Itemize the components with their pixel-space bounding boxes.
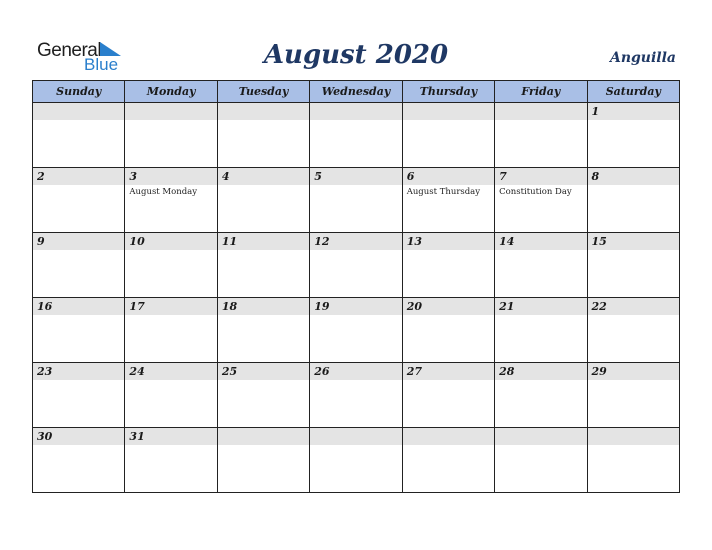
day-cell-header (403, 103, 494, 120)
day-cell-header (125, 233, 216, 250)
day-number: 26 (314, 365, 330, 378)
day-cell (310, 363, 402, 428)
day-cell-header (495, 298, 586, 315)
day-number: 23 (37, 365, 53, 378)
day-cell-header (125, 298, 216, 315)
day-number: 18 (221, 300, 238, 313)
day-number: 24 (129, 365, 145, 378)
day-cell-header (588, 428, 679, 445)
day-cell-header (218, 168, 309, 185)
day-cell-header (403, 298, 494, 315)
week-row (33, 103, 680, 168)
day-number: 13 (406, 235, 422, 248)
day-cell (125, 298, 217, 363)
day-cell-header (403, 363, 494, 380)
day-cell (217, 428, 309, 493)
day-cell-header (310, 168, 401, 185)
day-number: 14 (499, 235, 515, 248)
holiday-label: Constitution Day (499, 187, 572, 197)
day-cell-header (125, 103, 216, 120)
day-cell (33, 103, 125, 168)
day-cell (217, 363, 309, 428)
logo-text-blue: Blue (84, 55, 119, 74)
day-number: 16 (37, 300, 53, 313)
day-number: 1 (591, 105, 600, 118)
day-cell (495, 233, 587, 298)
week-row (33, 233, 680, 298)
day-cell-header (495, 363, 586, 380)
day-cell (402, 168, 494, 233)
day-cell-header (403, 233, 494, 250)
day-number: 12 (314, 235, 330, 248)
day-cell (217, 168, 309, 233)
day-cell (495, 103, 587, 168)
weekday-tuesday: Tuesday (217, 81, 309, 103)
week-row (33, 428, 680, 493)
day-cell-header (33, 233, 124, 250)
weekday-header-row (33, 81, 680, 103)
day-number: 30 (37, 430, 53, 443)
day-cell-header (495, 428, 586, 445)
day-number: 31 (129, 430, 145, 443)
day-cell (495, 298, 587, 363)
country-name: Anguilla (609, 50, 676, 66)
day-cell (33, 233, 125, 298)
day-cell-header (588, 363, 679, 380)
day-cell (587, 168, 679, 233)
day-number: 7 (499, 170, 507, 183)
day-cell (125, 168, 217, 233)
week-row (33, 298, 680, 363)
day-number: 27 (406, 365, 422, 378)
day-number: 20 (406, 300, 422, 313)
logo-text-general: General (37, 40, 102, 61)
day-number: 15 (591, 235, 607, 248)
day-cell-header (125, 428, 216, 445)
day-number: 11 (221, 235, 238, 248)
day-cell (587, 298, 679, 363)
day-cell-header (403, 168, 494, 185)
day-cell-header (495, 103, 586, 120)
week-row (33, 363, 680, 428)
weekday-thursday: Thursday (402, 81, 494, 103)
day-cell-header (588, 103, 679, 120)
day-number: 2 (37, 170, 45, 183)
day-cell-header (33, 168, 124, 185)
day-number: 21 (499, 300, 515, 313)
day-cell (33, 168, 125, 233)
day-cell (587, 233, 679, 298)
day-cell-header (588, 168, 679, 185)
day-cell (33, 363, 125, 428)
day-cell-header (125, 168, 216, 185)
day-cell (217, 298, 309, 363)
week-row (33, 168, 680, 233)
day-cell (217, 233, 309, 298)
weekday-wednesday: Wednesday (310, 81, 402, 103)
day-number: 17 (129, 300, 145, 313)
day-cell-header (33, 428, 124, 445)
day-number: 19 (314, 300, 330, 313)
day-number: 22 (591, 300, 607, 313)
day-cell (310, 103, 402, 168)
day-cell-header (218, 428, 309, 445)
day-number: 8 (591, 170, 600, 183)
day-cell-header (588, 298, 679, 315)
holiday-label: August Thursday (406, 187, 481, 197)
day-cell (587, 363, 679, 428)
day-cell-header (310, 428, 401, 445)
day-number: 3 (129, 170, 138, 183)
day-cell (402, 103, 494, 168)
day-cell (310, 233, 402, 298)
day-number: 10 (129, 235, 145, 248)
day-number: 4 (221, 170, 230, 183)
day-cell-header (218, 103, 309, 120)
weekday-sunday: Sunday (33, 81, 125, 103)
day-cell (402, 233, 494, 298)
day-number: 9 (37, 235, 45, 248)
day-cell (217, 103, 309, 168)
day-cell (33, 428, 125, 493)
day-number: 28 (499, 365, 515, 378)
day-number: 5 (314, 170, 322, 183)
day-cell (495, 428, 587, 493)
day-number: 29 (591, 365, 607, 378)
weekday-saturday: Saturday (587, 81, 679, 103)
day-cell (125, 428, 217, 493)
day-cell-header (588, 233, 679, 250)
day-cell-header (218, 233, 309, 250)
day-cell (402, 428, 494, 493)
day-cell (125, 103, 217, 168)
day-cell (33, 298, 125, 363)
day-cell-header (403, 428, 494, 445)
day-cell (402, 363, 494, 428)
day-cell-header (310, 103, 401, 120)
day-cell-header (33, 103, 124, 120)
day-cell-header (33, 363, 124, 380)
day-cell-header (218, 363, 309, 380)
calendar-grid (32, 80, 680, 493)
day-cell (587, 103, 679, 168)
day-cell-header (218, 298, 309, 315)
weekday-monday: Monday (125, 81, 217, 103)
day-cell-header (495, 168, 586, 185)
day-number: 25 (221, 365, 238, 378)
calendar-title: August 2020 (263, 40, 449, 70)
day-cell-header (495, 233, 586, 250)
day-cell (495, 168, 587, 233)
day-cell (310, 428, 402, 493)
day-cell-header (310, 363, 401, 380)
holiday-label: August Monday (129, 187, 198, 197)
day-cell (495, 363, 587, 428)
day-cell (310, 168, 402, 233)
day-cell-header (310, 233, 401, 250)
day-cell-header (310, 298, 401, 315)
day-cell-header (33, 298, 124, 315)
day-cell (125, 233, 217, 298)
day-cell (402, 298, 494, 363)
day-cell-header (125, 363, 216, 380)
weekday-friday: Friday (495, 81, 587, 103)
day-number: 6 (406, 170, 415, 183)
day-cell (125, 363, 217, 428)
day-cell (587, 428, 679, 493)
day-cell (310, 298, 402, 363)
